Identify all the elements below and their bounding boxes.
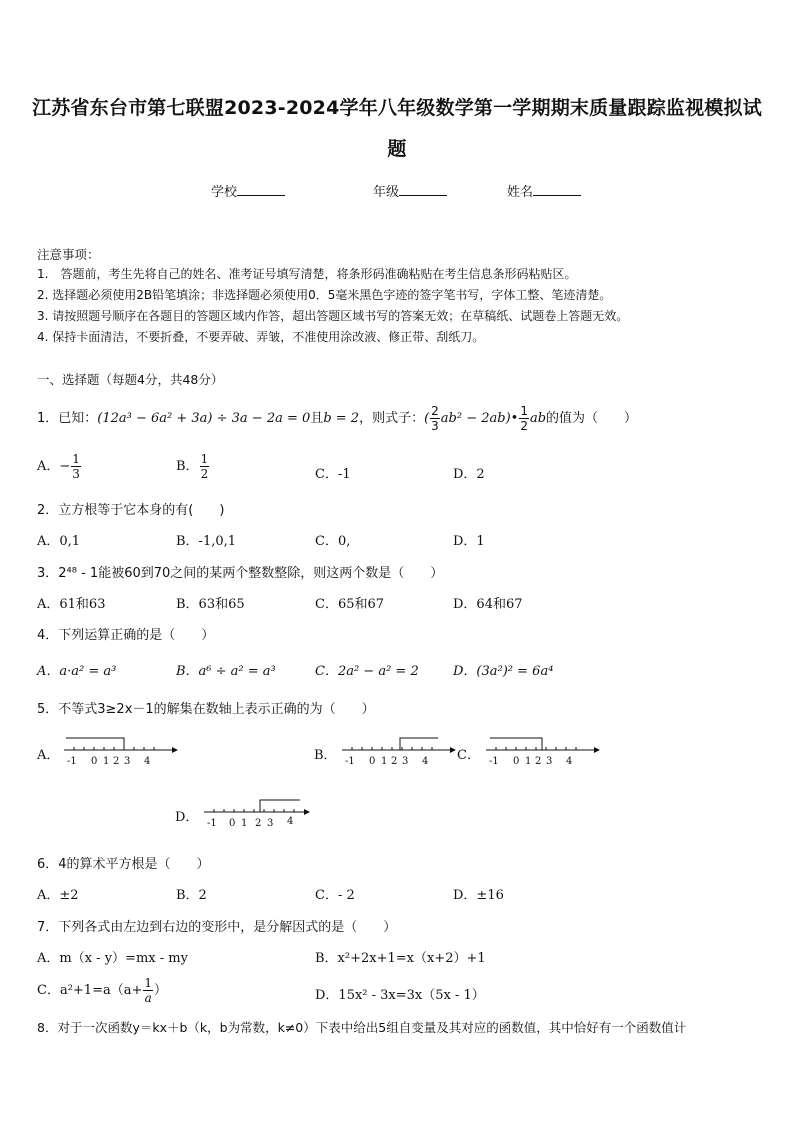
svg-text:-1: -1 [207, 818, 217, 829]
q4-option-d: D．(3a²)² = 6a⁴ [453, 664, 554, 679]
svg-text:-1: -1 [489, 756, 499, 767]
q4-option-a: A．a·a² = a³ [37, 664, 117, 679]
q5-option-a-label: A． [37, 748, 60, 763]
svg-text:2: 2 [391, 756, 398, 767]
note-item: 1. 答题前，考生先将自己的姓名、准考证号填写清楚，将条形码准确粘贴在考生信息条形码粘贴区。 [37, 267, 577, 281]
q7-option-c: C．a²+1=a（a+ $\frac{1}{a}$ ） [37, 976, 168, 1005]
note-item: 4. 保持卡面清洁，不要折叠，不要弄破、弄皱，不准使用涂改液、修正带、刮纸刀。 [37, 330, 485, 344]
section-heading: 一、选择题（每题4分，共48分） [37, 372, 224, 387]
q2-option-b: B．-1,0,1 [176, 534, 237, 549]
svg-text:4: 4 [144, 756, 151, 767]
svg-text:0: 0 [513, 756, 520, 767]
svg-text:1: 1 [103, 756, 110, 767]
svg-text:3: 3 [402, 756, 409, 767]
q3-option-a: A．61和63 [37, 597, 106, 612]
q7-option-d: D．15x² - 3x=3x（5x - 1） [315, 988, 485, 1003]
svg-text:2: 2 [113, 756, 120, 767]
q2-option-c: C．0, [315, 534, 351, 549]
q6-option-c: C．- 2 [315, 888, 355, 903]
q6-option-d: D．±16 [453, 888, 504, 903]
question-2: 2．立方根等于它本身的有( ) [37, 503, 225, 518]
svg-text:2: 2 [535, 756, 542, 767]
question-6: 6．4的算术平方根是（ ） [37, 857, 210, 872]
q6-option-b: B．2 [176, 888, 207, 903]
number-line-c [482, 732, 602, 768]
school-label: 学校 [211, 185, 238, 200]
q3-option-c: C．65和67 [315, 597, 385, 612]
q7-option-a: A．m（x - y）=mx - my [37, 951, 188, 966]
page-title: 江苏省东台市第七联盟2023-2024学年八年级数学第一学期期末质量跟踪监视模拟试题 [32, 97, 762, 160]
svg-text:0: 0 [369, 756, 376, 767]
note-item: 2. 选择题必须使用2B铅笔填涂；非选择题必须使用0．5毫米黑色字迹的签字笔书写，字体工整、笔迹清楚。 [37, 288, 612, 302]
notes-heading: 注意事项： [37, 247, 100, 262]
q5-option-d-label: D． [175, 810, 199, 825]
svg-text:1: 1 [525, 756, 532, 767]
school-field [211, 181, 285, 200]
name-label: 姓名 [507, 185, 534, 200]
grade-blank [399, 183, 447, 196]
q7-option-b: B．x²+2x+1=x（x+2）+1 [315, 951, 486, 966]
number-line-b [338, 732, 458, 768]
question-7: 7．下列各式由左边到右边的变形中，是分解因式的是（ ） [37, 920, 397, 935]
q1-option-c: C．-1 [315, 467, 351, 482]
number-line-a [60, 732, 180, 768]
svg-text:-1: -1 [345, 756, 355, 767]
q1-option-b: B． $\frac{1}{2}$ [176, 452, 209, 481]
svg-text:2: 2 [255, 818, 262, 829]
svg-text:1: 1 [381, 756, 388, 767]
q5-option-c-label: C． [457, 748, 480, 763]
q3-option-d: D．64和67 [453, 597, 523, 612]
question-1: 1．已知：(12a³ − 6a² + 3a) ÷ 3a − 2a = 0且b = 2，则式子：( $\frac{2}{3}$ ab² − 2ab)• $\frac{1}{2}$ ab的值为（ ） [37, 404, 638, 433]
school-blank [237, 183, 285, 196]
q3-option-b: B．63和65 [176, 597, 245, 612]
svg-text:0: 0 [91, 756, 98, 767]
name-field [507, 181, 581, 200]
svg-text:4: 4 [422, 756, 429, 767]
grade-field [373, 181, 447, 200]
number-line-d [200, 794, 320, 830]
question-8: 8．对于一次函数y＝kx＋b（k，b为常数，k≠0）下表中给出5组自变量及其对应的函数值，其中恰好有一个函数值计 [37, 1020, 687, 1035]
svg-text:4: 4 [287, 816, 294, 827]
q1-option-a: A．− $\frac{1}{3}$ [37, 452, 80, 481]
question-4: 4．下列运算正确的是（ ） [37, 628, 215, 643]
q5-option-b-label: B． [314, 748, 337, 763]
q4-option-b: B．a⁶ ÷ a² = a³ [176, 664, 276, 679]
svg-text:3: 3 [124, 756, 131, 767]
question-5: 5．不等式3≥2x－1的解集在数轴上表示正确的为（ ） [37, 702, 375, 717]
q6-option-a: A．±2 [37, 888, 79, 903]
svg-text:1: 1 [241, 818, 248, 829]
name-blank [533, 183, 581, 196]
q2-option-a: A．0,1 [37, 534, 81, 549]
svg-text:0: 0 [229, 818, 236, 829]
q4-option-c: C．2a² − a² = 2 [315, 664, 419, 679]
svg-text:3: 3 [546, 756, 553, 767]
svg-text:3: 3 [267, 818, 274, 829]
svg-text:4: 4 [566, 756, 573, 767]
svg-text:-1: -1 [67, 756, 77, 767]
q1-option-d: D．2 [453, 467, 485, 482]
note-item: 3. 请按照题号顺序在各题目的答题区域内作答，超出答题区域书写的答案无效；在草稿纸、试题卷上答题无效。 [37, 309, 629, 323]
q2-option-d: D．1 [453, 534, 485, 549]
question-3: 3．2⁴⁸ - 1能被60到70之间的某两个整数整除，则这两个数是（ ） [37, 566, 444, 581]
grade-label: 年级 [373, 185, 400, 200]
